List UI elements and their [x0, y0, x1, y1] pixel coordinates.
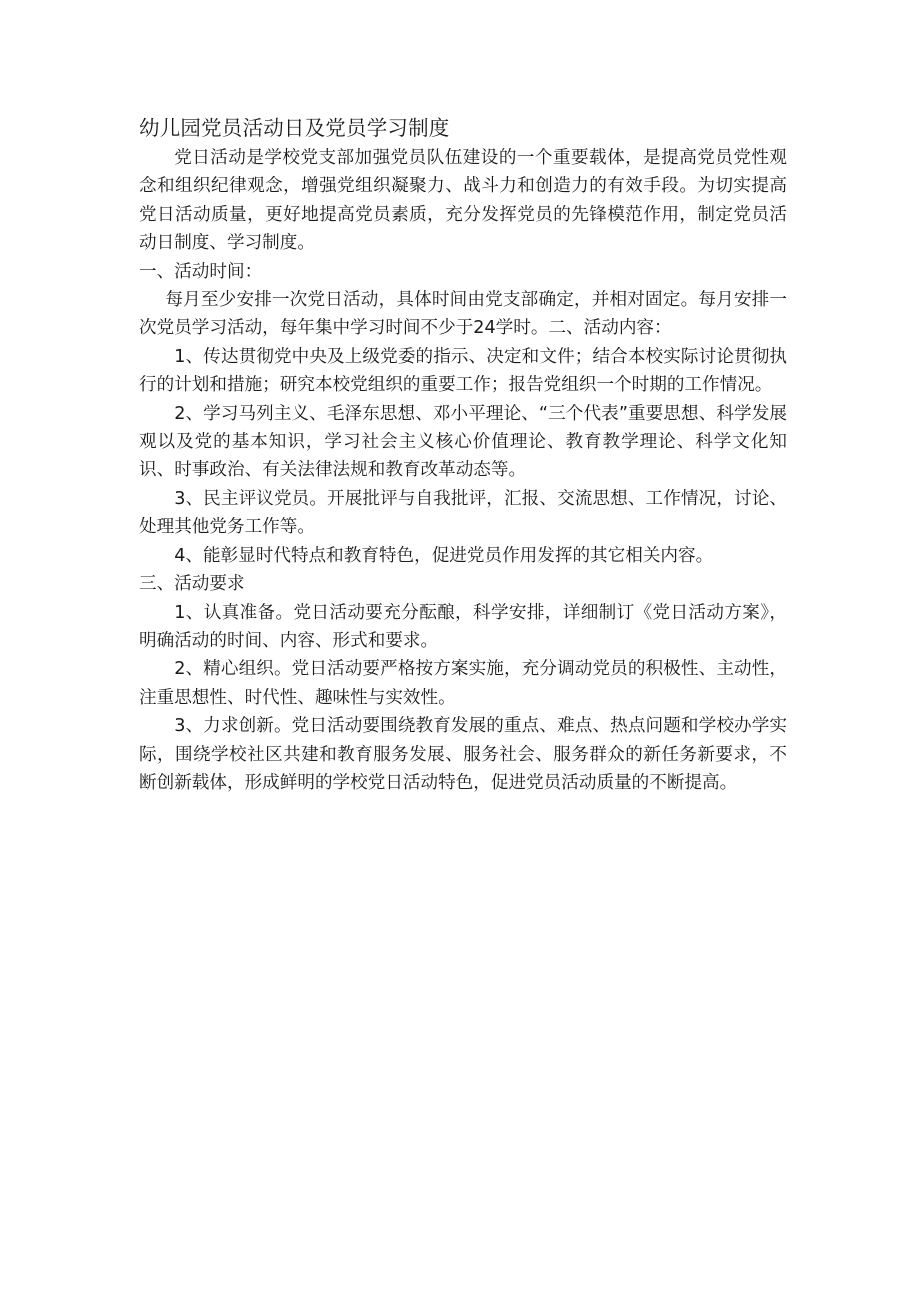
requirement-item-3: 3、力求创新。党日活动要围绕教育发展的重点、难点、热点问题和学校办学实际，围绕学校社区共建和教育服务发展、服务社会、服务群众的新任务新要求，不断创新载体，形成鲜明的学校党日活动特色，促进党员活动质量的不断提高。 [139, 716, 787, 793]
document-page [139, 115, 787, 797]
content-item-1: 1、传达贯彻党中央及上级党委的指示、决定和文件；结合本校实际讨论贯彻执行的计划和措施；研究本校党组织的重要工作；报告党组织一个时期的工作情况。 [139, 346, 787, 396]
activity-time-paragraph: 每月至少安排一次党日活动，具体时间由党支部确定，并相对固定。每月安排一次党员学习活动，每年集中学习时间不少于24学时。二、活动内容： [139, 290, 787, 339]
content-item-3: 3、民主评议党员。开展批评与自我批评，汇报、交流思想、工作情况，讨论、处理其他党务工作等。 [139, 488, 787, 538]
content-item-4: 4、能彰显时代特点和教育特色，促进党员作用发挥的其它相关内容。 [174, 545, 714, 566]
requirement-item-2: 2、精心组织。党日活动要严格按方案实施，充分调动党员的积极性、主动性，注重思想性、时代性、趣味性与实效性。 [139, 659, 787, 708]
document-title: 幼儿园党员活动日及党员学习制度 [139, 116, 450, 140]
intro-paragraph: 党日活动是学校党支部加强党员队伍建设的一个重要载体，是提高党员党性观念和组织纪律观念，增强党组织凝聚力、战斗力和创造力的有效手段。为切实提高党日活动质量，更好地提高党员素质，充分发挥党员的先锋模范作用，制定党员活动日制度、学习制度。 [139, 148, 787, 254]
section-heading-activity-time: 一、活动时间： [139, 261, 263, 282]
content-item-2: 2、学习马列主义、毛泽东思想、邓小平理论、“三个代表”重要思想、科学发展观以及党的基本知识，学习社会主义核心价值理论、教育教学理论、科学文化知识、时事政治、有关法律法规和教育改革动态等。 [139, 403, 787, 481]
requirement-item-1: 1、认真准备。党日活动要充分酝酿，科学安排，详细制订《党日活动方案》，明确活动的时间、内容、形式和要求。 [139, 602, 787, 651]
section-heading-requirements: 三、活动要求 [139, 574, 245, 595]
